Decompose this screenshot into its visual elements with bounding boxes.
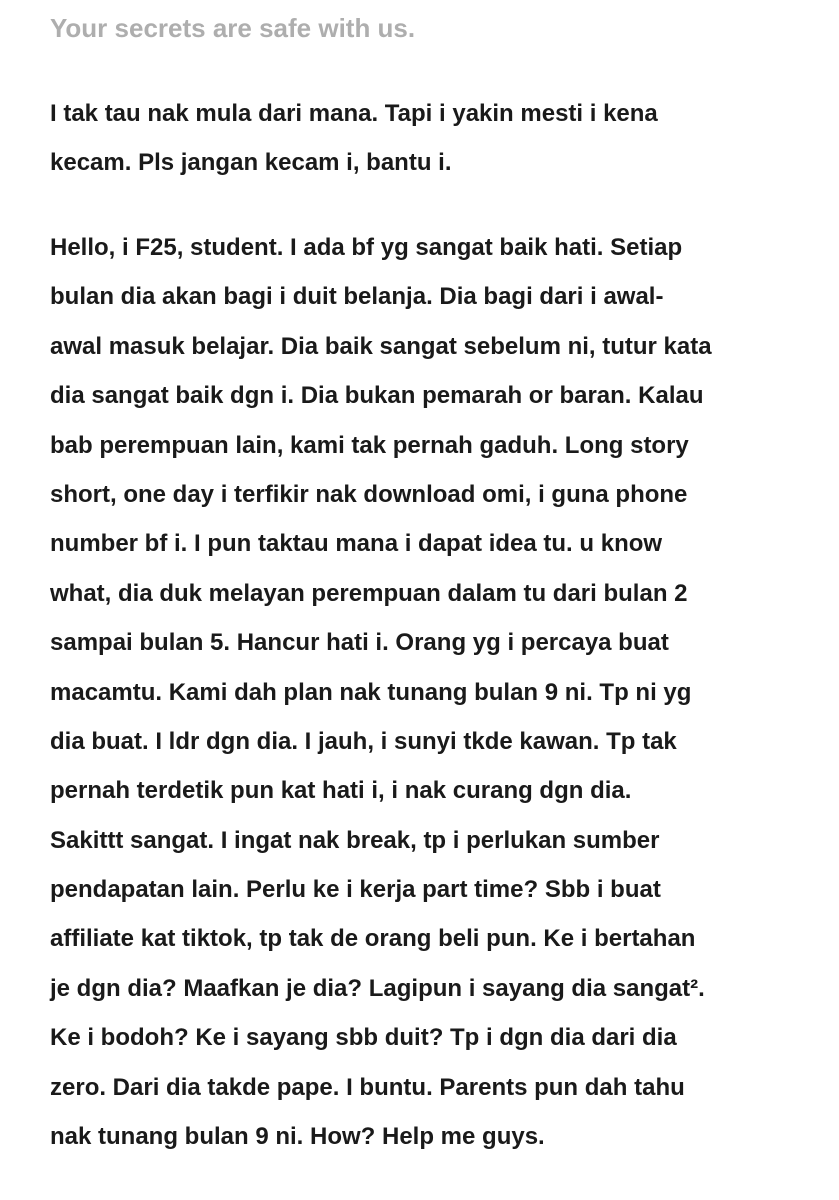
text-line: affiliate kat tiktok, tp tak de orang beli pun. Ke i bertahan [50,925,696,953]
text-line: zero. Dari dia takde pape. I buntu. Parents pun dah tahu [50,1073,685,1101]
text-line: what, dia duk melayan perempuan dalam tu dari bulan 2 [50,579,688,607]
text-line: bab perempuan lain, kami tak pernah gaduh. Long story [50,431,689,459]
text-line: dia sangat baik dgn i. Dia bukan pemarah or baran. Kalau [50,382,704,410]
text-line: bulan dia akan bagi i duit belanja. Dia bagi dari i awal- [50,283,664,311]
text-line: sampai bulan 5. Hancur hati i. Orang yg i percaya buat [50,629,669,657]
text-line: awal masuk belajar. Dia baik sangat sebelum ni, tutur kata [50,332,712,360]
text-line: macamtu. Kami dah plan nak tunang bulan 9 ni. Tp ni yg [50,678,692,706]
text-line: Sakittt sangat. I ingat nak break, tp i perlukan sumber [50,826,660,854]
text-line: number bf i. I pun taktau mana i dapat idea tu. u know [50,530,663,558]
text-line: I tak tau nak mula dari mana. Tapi i yakin mesti i kena [50,100,658,127]
intro-paragraph [50,89,802,188]
text-line: nak tunang bulan 9 ni. How? Help me guys. [50,1123,545,1151]
text-line: Hello, i F25, student. I ada bf yg sangat baik hati. Setiap [50,234,683,261]
text-line: pernah terdetik pun kat hati i, i nak curang dgn dia. [50,777,632,805]
tagline: Your secrets are safe with us. [50,13,416,43]
text-line: Ke i bodoh? Ke i sayang sbb duit? Tp i dgn dia dari dia [50,1024,677,1052]
text-line: short, one day i terfikir nak download omi, i guna phone [50,480,688,508]
body-paragraph [50,223,802,1161]
text-line: je dgn dia? Maafkan je dia? Lagipun i sayang dia sangat². [50,974,705,1002]
text-line: dia buat. I ldr dgn dia. I jauh, i sunyi tkde kawan. Tp tak [50,727,677,755]
text-line: pendapatan lain. Perlu ke i kerja part time? Sbb i buat [50,876,661,904]
text-line: kecam. Pls jangan kecam i, bantu i. [50,149,452,177]
